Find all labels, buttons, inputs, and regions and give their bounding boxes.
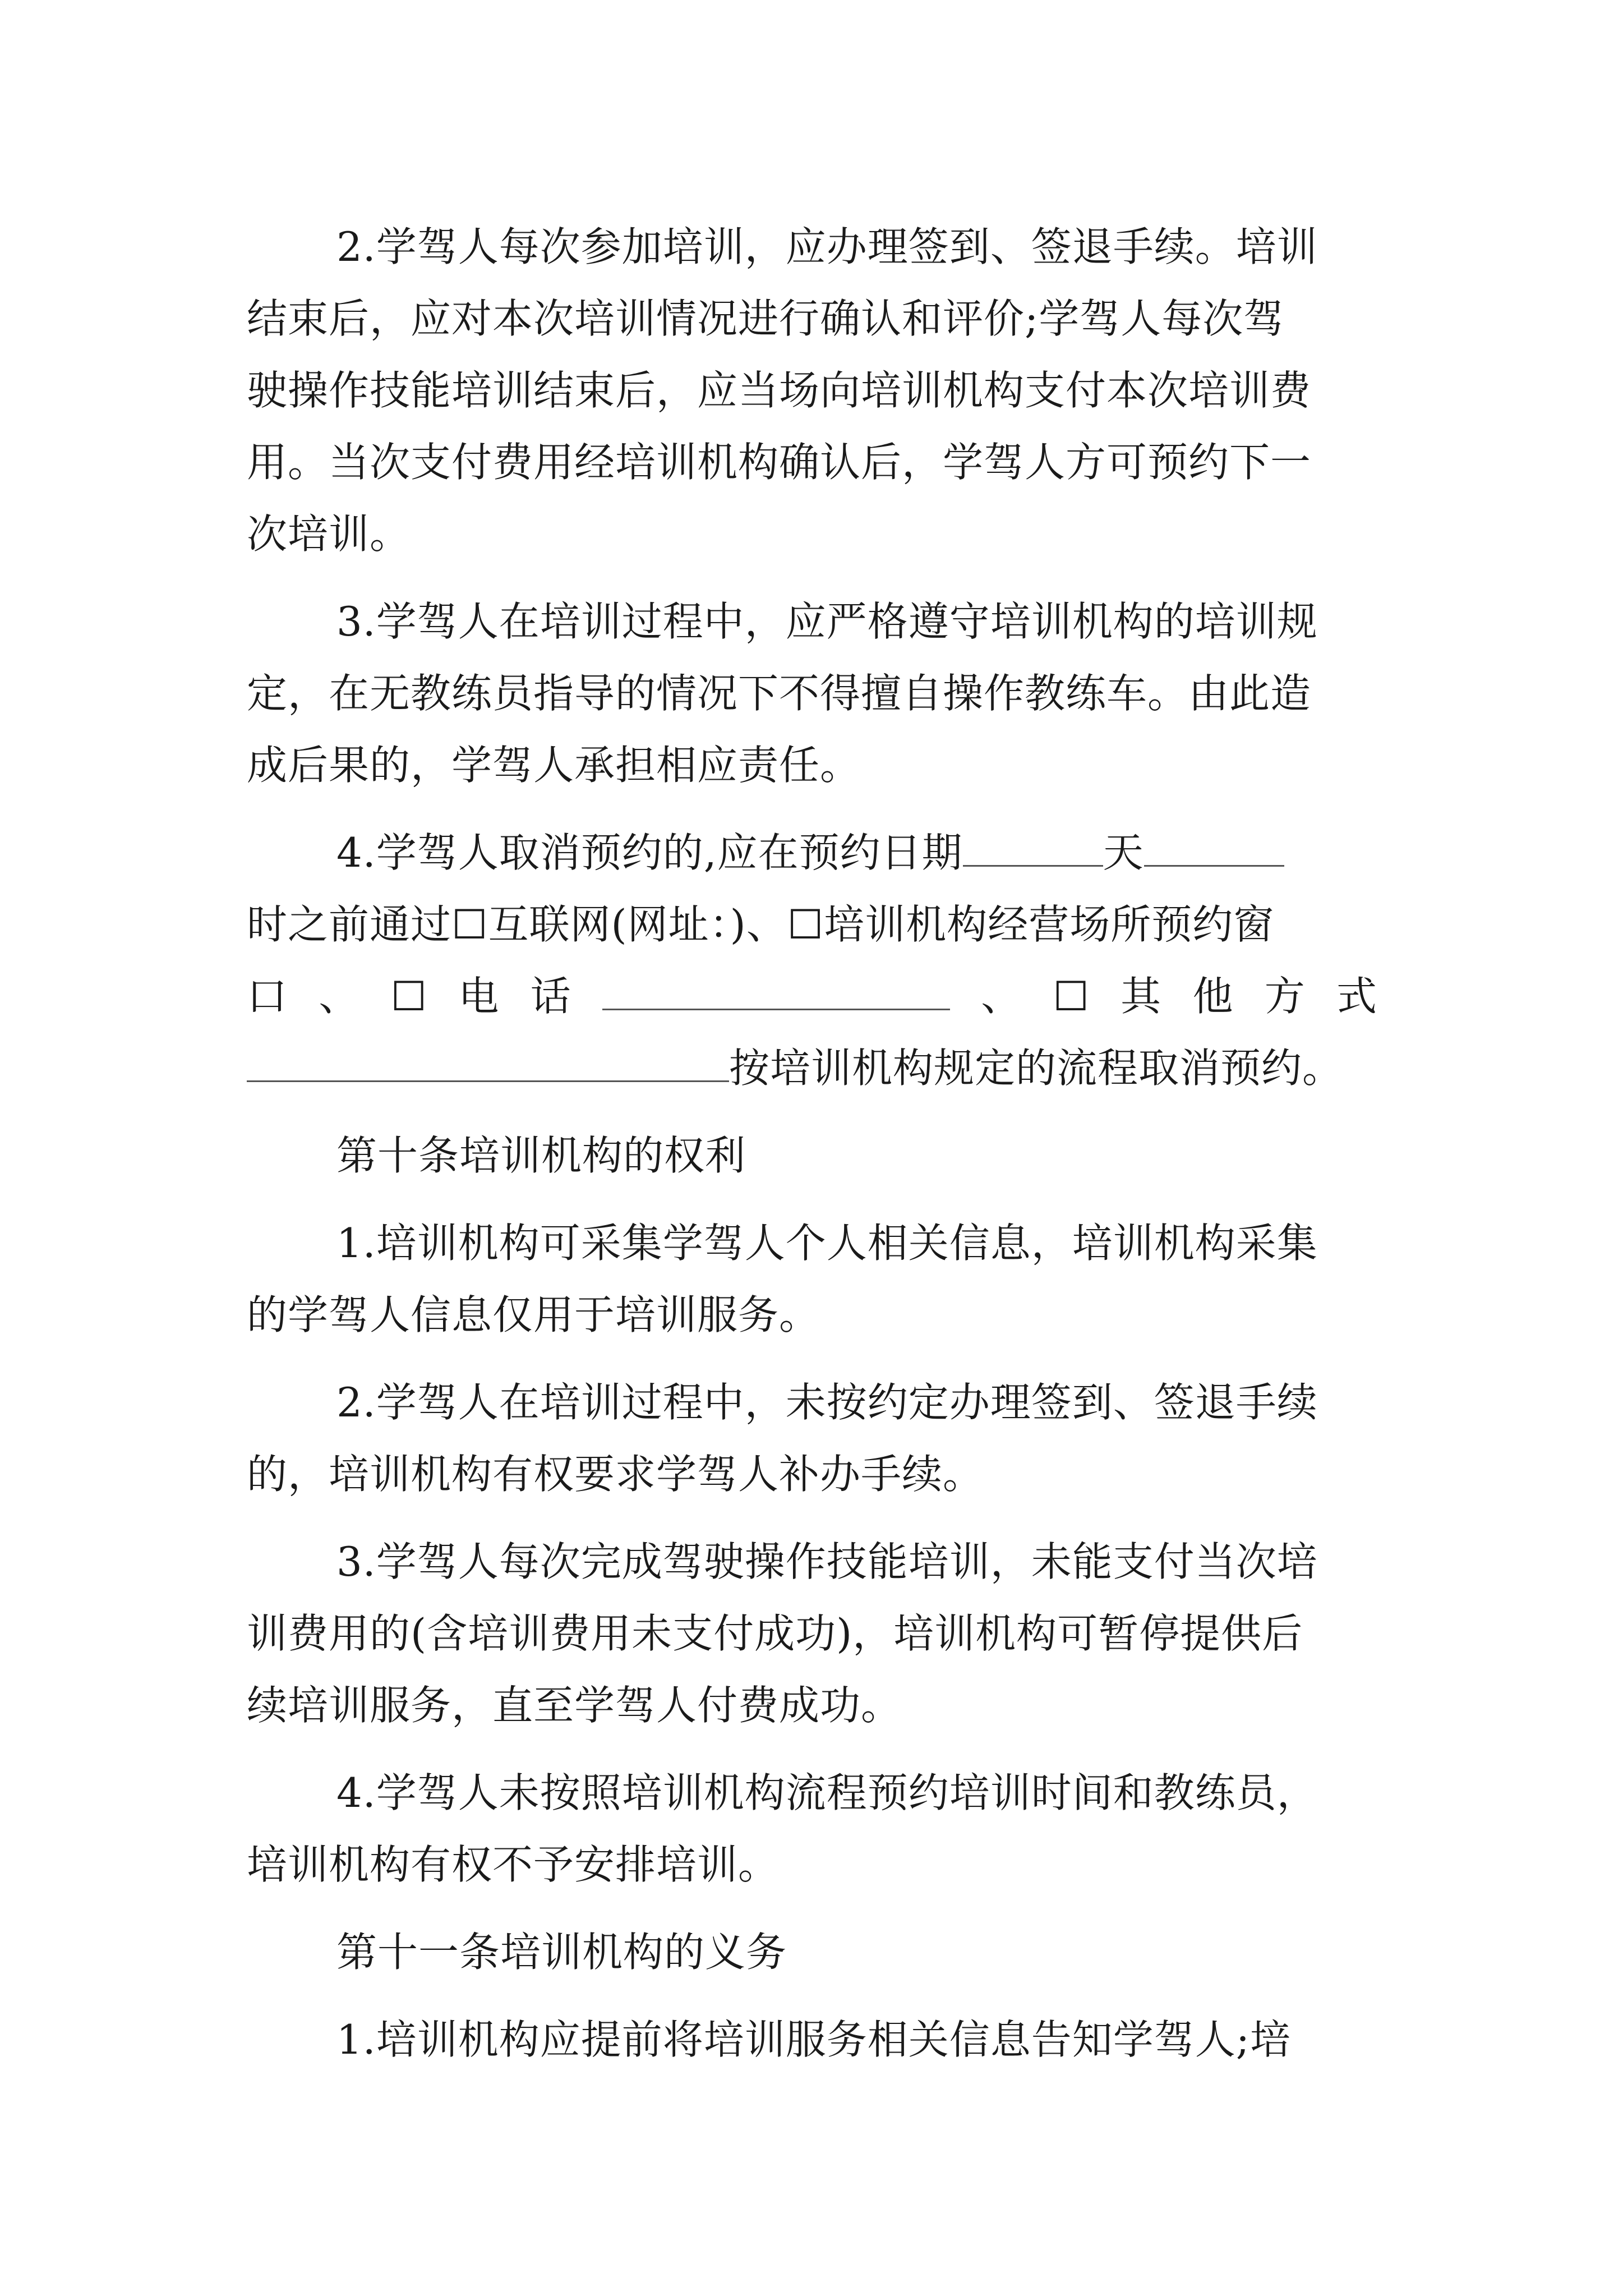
paragraph-line: 训费用的(含培训费用未支付成功)，培训机构可暂停提供后 <box>247 1610 1303 1657</box>
paragraph-line: 3.学驾人每次完成驾驶操作技能培训，未能支付当次培 <box>336 1538 1318 1585</box>
word: 电 <box>458 973 500 1020</box>
word: 方 <box>1264 973 1306 1020</box>
paragraph-line: 成后果的，学驾人承担相应责任。 <box>247 742 861 789</box>
paragraph-line: 续培训服务，直至学驾人付费成功。 <box>247 1682 902 1729</box>
word: 、 <box>981 973 1022 1020</box>
paragraph-line: 的学驾人信息仅用于培训服务。 <box>247 1291 820 1338</box>
word: 、 <box>319 973 360 1020</box>
paragraph-line: 用。当次支付费用经培训机构确认后，学驾人方可预约下一 <box>247 439 1312 486</box>
paragraph-line: 次培训。 <box>247 510 411 558</box>
day-blank <box>963 826 1103 867</box>
paragraph-line: 结束后，应对本次培训情况进行确认和评价;学驾人每次驾 <box>247 295 1285 342</box>
word: 其 <box>1121 973 1162 1020</box>
cancel-procedure-line <box>247 1040 1343 1096</box>
cancel-deadline-line <box>336 825 1284 881</box>
article-11-title: 第十一条培训机构的义务 <box>336 1929 787 1976</box>
paragraph-line: 4.学驾人未按照培训机构流程预约培训时间和教练员， <box>336 1769 1318 1816</box>
other-method-blank <box>247 1041 729 1082</box>
word: 口 <box>247 973 288 1020</box>
checkbox: ☐ <box>1053 973 1090 1020</box>
paragraph-text: 天 <box>1103 829 1144 876</box>
word: 他 <box>1192 973 1234 1020</box>
paragraph-line: 3.学驾人在培训过程中，应严格遵守培训机构的培训规 <box>336 598 1318 645</box>
article-10-title: 第十条培训机构的权利 <box>336 1132 746 1179</box>
cancel-method-line <box>247 968 1377 1024</box>
paragraph-line: 驶操作技能培训结束后，应当场向培训机构支付本次培训费 <box>247 367 1312 414</box>
paragraph-line: 2.学驾人在培训过程中，未按约定办理签到、签退手续 <box>336 1379 1318 1426</box>
paragraph-line: 培训机构有权不予安排培训。 <box>247 1841 780 1888</box>
word: 式 <box>1336 973 1377 1020</box>
paragraph-line: 的，培训机构有权要求学驾人补办手续。 <box>247 1451 984 1498</box>
phone-blank <box>602 969 950 1010</box>
checkbox: ☐ <box>390 973 428 1020</box>
hour-blank <box>1144 826 1284 867</box>
paragraph-line: 1.培训机构可采集学驾人个人相关信息，培训机构采集 <box>336 1220 1318 1267</box>
paragraph-line: 1.培训机构应提前将培训服务相关信息告知学驾人;培 <box>336 2016 1291 2063</box>
word: 话 <box>530 973 571 1020</box>
paragraph-text: 4.学驾人取消预约的,应在预约日期 <box>336 829 963 876</box>
paragraph-line: 定，在无教练员指导的情况下不得擅自操作教练车。由此造 <box>247 670 1312 717</box>
paragraph-line: 2.学驾人每次参加培训，应办理签到、签退手续。培训 <box>336 223 1318 270</box>
paragraph-line: 时之前通过☐互联网(网址：)、☐培训机构经营场所预约窗 <box>247 901 1275 948</box>
paragraph-text: 按培训机构规定的流程取消预约。 <box>729 1045 1344 1092</box>
